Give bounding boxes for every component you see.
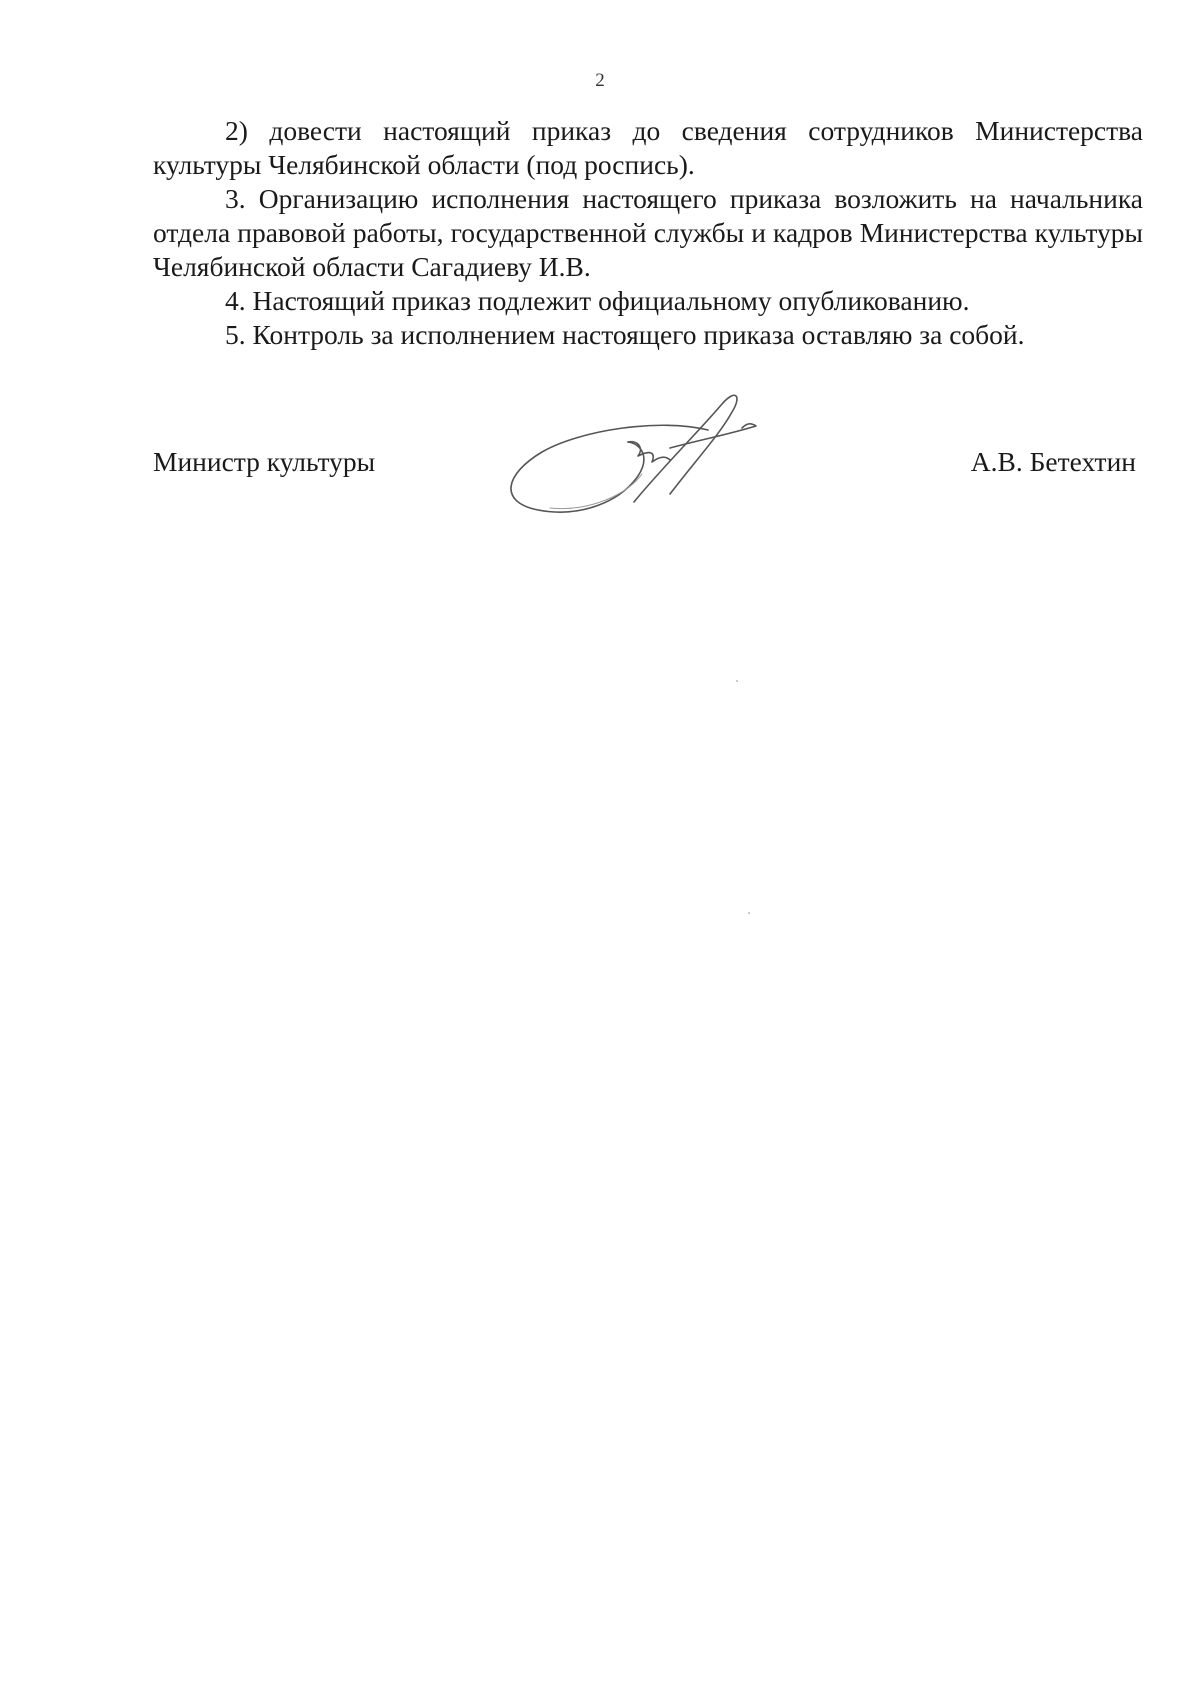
signatory-name: А.В. Бетехтин [970, 446, 1136, 477]
paragraph-item-5: 5. Контроль за исполнением настоящего приказа оставляю за собой. [225, 319, 1025, 350]
document-body [153, 114, 1143, 352]
scan-speck [736, 680, 738, 682]
scan-speck [748, 912, 750, 914]
page-number: 2 [595, 70, 605, 91]
paragraph-item-2: 2) довести настоящий приказ до сведения сотрудников Министерства культуры Челябинской области (под роспись). [153, 115, 1143, 180]
paragraph-item-3: 3. Организацию исполнения настоящего приказа возложить на начальника отдела правовой работы, государственной службы и кадров Министерства культуры Челябинской области Сагадиеву И.В. [153, 183, 1143, 282]
handwritten-signature-icon [510, 390, 830, 550]
signatory-title: Министр культуры [153, 446, 376, 477]
paragraph-item-4: 4. Настоящий приказ подлежит официальному опубликованию. [225, 285, 970, 316]
